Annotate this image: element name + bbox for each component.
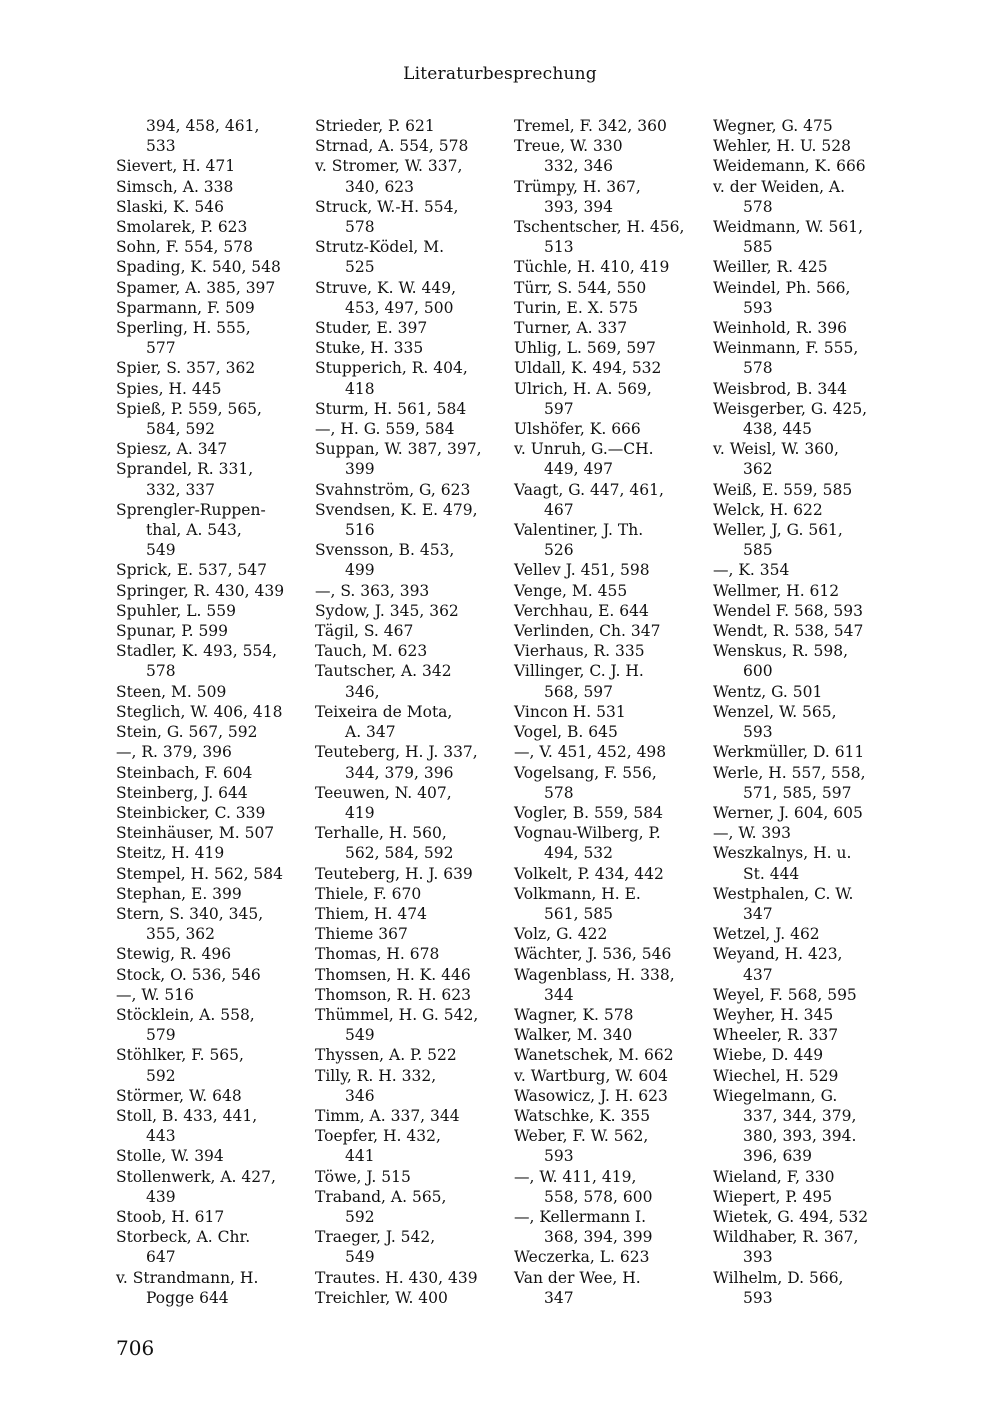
index-entry: 499 bbox=[345, 561, 375, 580]
index-entry: Weyel, F. 568, 595 bbox=[713, 985, 857, 1004]
index-entry: Walker, M. 340 bbox=[514, 1026, 633, 1045]
index-entry: 419 bbox=[345, 803, 375, 822]
index-entry: Turner, A. 337 bbox=[514, 319, 628, 338]
index-entry: Wasowicz, J. H. 623 bbox=[514, 1086, 668, 1105]
index-entry: Weidemann, K. 666 bbox=[713, 157, 866, 176]
index-entry: Traband, A. 565, bbox=[315, 1187, 447, 1206]
index-entry: —, Kellermann I. bbox=[514, 1207, 647, 1226]
index-entry: 380, 393, 394. bbox=[743, 1127, 857, 1146]
index-entry: Weisbrod, B. 344 bbox=[713, 379, 848, 398]
index-entry: Wietek, G. 494, 532 bbox=[713, 1207, 869, 1226]
index-entry: 449, 497 bbox=[544, 460, 614, 479]
index-entry: Wilhelm, D. 566, bbox=[713, 1268, 844, 1287]
index-entry: Türr, S. 544, 550 bbox=[514, 278, 647, 297]
index-entry: 578 bbox=[544, 783, 574, 802]
index-entry: Traeger, J. 542, bbox=[315, 1228, 436, 1247]
index-entry: 592 bbox=[345, 1207, 375, 1226]
index-entry: 362 bbox=[743, 460, 773, 479]
index-entry: 562, 584, 592 bbox=[345, 844, 454, 863]
index-entry: Studer, E. 397 bbox=[315, 319, 428, 338]
index-entry: Westphalen, C. W. bbox=[713, 884, 854, 903]
index-entry: Weidmann, W. 561, bbox=[713, 218, 864, 237]
index-entry: Sparmann, F. 509 bbox=[116, 298, 255, 317]
index-entry: 393, 394 bbox=[544, 197, 614, 216]
index-entry: Spier, S. 357, 362 bbox=[116, 359, 256, 378]
index-entry: —, W. 393 bbox=[713, 824, 792, 843]
index-entry: Strnad, A. 554, 578 bbox=[315, 137, 469, 156]
index-entry: Struck, W.-H. 554, bbox=[315, 197, 459, 216]
index-entry: 340, 623 bbox=[345, 177, 415, 196]
index-entry: Slaski, K. 546 bbox=[116, 197, 224, 216]
index-entry: Steglich, W. 406, 418 bbox=[116, 702, 283, 721]
index-entry: —, K. 354 bbox=[713, 561, 790, 580]
index-entry: Stollenwerk, A. 427, bbox=[116, 1167, 276, 1186]
index-entry: 347 bbox=[743, 904, 773, 923]
index-entry: Spieß, P. 559, 565, bbox=[116, 399, 262, 418]
index-entry: Treue, W. 330 bbox=[514, 137, 623, 156]
index-entry: 513 bbox=[544, 238, 574, 257]
index-entry: Villinger, C. J. H. bbox=[514, 662, 644, 681]
index-entry: Strieder, P. 621 bbox=[315, 117, 435, 135]
index-entry: 393 bbox=[743, 1248, 773, 1267]
index-entry: v. Wartburg, W. 604 bbox=[514, 1066, 668, 1085]
index-entry: Steinbach, F. 604 bbox=[116, 763, 253, 782]
index-entry: Toepfer, H. 432, bbox=[315, 1127, 441, 1146]
index-entry: Weiß, E. 559, 585 bbox=[713, 480, 853, 499]
index-entry: Volkmann, H. E. bbox=[514, 884, 641, 903]
index-entry: 525 bbox=[345, 258, 375, 277]
index-entry: Thomsen, H. K. 446 bbox=[315, 965, 471, 984]
index-entry: Wehler, H. U. 528 bbox=[713, 137, 851, 156]
index-entry: Teuteberg, H. J. 639 bbox=[315, 864, 473, 883]
index-entry: Weisgerber, G. 425, bbox=[713, 399, 868, 418]
index-entry: Watschke, K. 355 bbox=[514, 1106, 651, 1125]
index-entry: Stein, G. 567, 592 bbox=[116, 723, 258, 742]
index-entry: Van der Wee, H. bbox=[514, 1268, 641, 1287]
index-entry: v. Weisl, W. 360, bbox=[713, 440, 839, 459]
index-entry: Valentiner, J. Th. bbox=[514, 521, 644, 540]
index-entry: Struve, K. W. 449, bbox=[315, 278, 457, 297]
index-entry: Terhalle, H. 560, bbox=[315, 824, 447, 843]
index-entry: Steinberg, J. 644 bbox=[116, 783, 248, 802]
index-entry: 600 bbox=[743, 662, 773, 681]
index-entry: 394, 458, 461, bbox=[146, 117, 260, 135]
index-entry: Springer, R. 430, 439 bbox=[116, 581, 285, 600]
index-entry: —, R. 379, 396 bbox=[116, 743, 232, 762]
index-entry: Wiegelmann, G. bbox=[713, 1086, 838, 1105]
index-entry: Weyher, H. 345 bbox=[713, 1005, 834, 1024]
index-column-2 bbox=[315, 116, 493, 1308]
index-entry: Weber, F. W. 562, bbox=[514, 1127, 649, 1146]
index-entry: 585 bbox=[743, 541, 773, 560]
index-entry: Stephan, E. 399 bbox=[116, 884, 242, 903]
index-entry: Spuhler, L. 559 bbox=[116, 601, 236, 620]
index-entry: Wenskus, R. 598, bbox=[713, 642, 848, 661]
index-entry: —, W. 411, 419, bbox=[514, 1167, 637, 1186]
index-entry: 438, 445 bbox=[743, 420, 813, 439]
index-entry: Wheeler, R. 337 bbox=[713, 1026, 839, 1045]
index-entry: Sievert, H. 471 bbox=[116, 157, 236, 176]
index-entry: Smolarek, P. 623 bbox=[116, 218, 248, 237]
index-entry: Stadler, K. 493, 554, bbox=[116, 642, 278, 661]
index-entry: Weyand, H. 423, bbox=[713, 945, 843, 964]
index-entry: 344, 379, 396 bbox=[345, 763, 454, 782]
index-entry: Sturm, H. 561, 584 bbox=[315, 399, 467, 418]
index-entry: Thieme 367 bbox=[315, 925, 408, 944]
index-entry: 516 bbox=[345, 521, 375, 540]
index-entry: Vogler, B. 559, 584 bbox=[514, 803, 663, 822]
index-entry: 584, 592 bbox=[146, 420, 216, 439]
index-entry: Wiechel, H. 529 bbox=[713, 1066, 839, 1085]
index-entry: Steinbicker, C. 339 bbox=[116, 803, 266, 822]
index-entry: Tschentscher, H. 456, bbox=[514, 218, 685, 237]
index-entry: Sprick, E. 537, 547 bbox=[116, 561, 268, 580]
index-entry: Steen, M. 509 bbox=[116, 682, 227, 701]
index-entry: Vierhaus, R. 335 bbox=[514, 642, 645, 661]
index-entry: Thiele, F. 670 bbox=[315, 884, 422, 903]
index-entry: Tägil, S. 467 bbox=[315, 622, 414, 641]
index-entry: 346 bbox=[345, 1086, 375, 1105]
index-entry: Teeuwen, N. 407, bbox=[315, 783, 452, 802]
index-entry: 344 bbox=[544, 985, 574, 1004]
index-entry: Suppan, W. 387, 397, bbox=[315, 440, 482, 459]
index-entry: Svendsen, K. E. 479, bbox=[315, 500, 478, 519]
index-entry: Spunar, P. 599 bbox=[116, 622, 229, 641]
index-entry: St. 444 bbox=[743, 864, 800, 883]
index-entry: Werkmüller, D. 611 bbox=[713, 743, 865, 762]
index-entry: Störmer, W. 648 bbox=[116, 1086, 242, 1105]
index-entry: Stupperich, R. 404, bbox=[315, 359, 468, 378]
index-entry: Wieland, F, 330 bbox=[713, 1167, 835, 1186]
index-entry: Weinhold, R. 396 bbox=[713, 319, 847, 338]
index-entry: 399 bbox=[345, 460, 375, 479]
index-entry: Volz, G. 422 bbox=[514, 925, 608, 944]
index-entry: Wenzel, W. 565, bbox=[713, 702, 837, 721]
index-entry: Svensson, B. 453, bbox=[315, 541, 455, 560]
index-entry: Sohn, F. 554, 578 bbox=[116, 238, 253, 257]
index-entry: 593 bbox=[743, 1288, 773, 1307]
index-entry: Wellmer, H. 612 bbox=[713, 581, 840, 600]
index-entry: Timm, A. 337, 344 bbox=[315, 1106, 460, 1125]
index-entry: 396, 639 bbox=[743, 1147, 813, 1166]
index-entry: 494, 532 bbox=[544, 844, 614, 863]
index-entry: 549 bbox=[345, 1248, 375, 1267]
index-entry: Vogel, B. 645 bbox=[514, 723, 618, 742]
index-entry: Uldall, K. 494, 532 bbox=[514, 359, 662, 378]
index-entry: 579 bbox=[146, 1026, 176, 1045]
index-entry: —, V. 451, 452, 498 bbox=[514, 743, 667, 762]
index-entry: Verchhau, E. 644 bbox=[514, 601, 649, 620]
index-entry: Treichler, W. 400 bbox=[315, 1288, 448, 1307]
index-entry: Welck, H. 622 bbox=[713, 500, 823, 519]
index-entry: Stöcklein, A. 558, bbox=[116, 1005, 255, 1024]
index-column-4 bbox=[713, 116, 891, 1308]
index-entry: v. Stromer, W. 337, bbox=[315, 157, 463, 176]
index-entry: Tüchle, H. 410, 419 bbox=[514, 258, 670, 277]
index-entry: 578 bbox=[743, 359, 773, 378]
index-entry: Vogelsang, F. 556, bbox=[514, 763, 657, 782]
index-entry: 549 bbox=[146, 541, 176, 560]
index-entry: 597 bbox=[544, 399, 574, 418]
index-entry: 568, 597 bbox=[544, 682, 614, 701]
index-entry: Tautscher, A. 342 bbox=[315, 662, 452, 681]
index-entry: Thomson, R. H. 623 bbox=[315, 985, 471, 1004]
index-entry: 647 bbox=[146, 1248, 176, 1267]
index-entry: Wetzel, J. 462 bbox=[713, 925, 820, 944]
index-entry: Thomas, H. 678 bbox=[315, 945, 440, 964]
index-entry: Stoob, H. 617 bbox=[116, 1207, 225, 1226]
index-entry: 558, 578, 600 bbox=[544, 1187, 653, 1206]
index-entry: Tremel, F. 342, 360 bbox=[514, 117, 667, 135]
index-entry: Spading, K. 540, 548 bbox=[116, 258, 281, 277]
index-entry: Ulshöfer, K. 666 bbox=[514, 420, 641, 439]
index-entry: 578 bbox=[743, 197, 773, 216]
index-entry: Volkelt, P. 434, 442 bbox=[514, 864, 664, 883]
running-header: Literaturbesprechung bbox=[403, 64, 597, 84]
index-entry: Wächter, J. 536, 546 bbox=[514, 945, 672, 964]
index-entry: Stempel, H. 562, 584 bbox=[116, 864, 284, 883]
index-entry: Wagenblass, H. 338, bbox=[514, 965, 675, 984]
index-entry: Stoll, B. 433, 441, bbox=[116, 1106, 258, 1125]
index-entry: Weinmann, F. 555, bbox=[713, 339, 859, 358]
index-entry: Spamer, A. 385, 397 bbox=[116, 278, 276, 297]
index-entry: 593 bbox=[743, 723, 773, 742]
index-entry: Stock, O. 536, 546 bbox=[116, 965, 261, 984]
index-entry: Stöhlker, F. 565, bbox=[116, 1046, 244, 1065]
index-entry: 593 bbox=[544, 1147, 574, 1166]
index-entry: 577 bbox=[146, 339, 176, 358]
index-entry: 578 bbox=[345, 218, 375, 237]
index-entry: Sprandel, R. 331, bbox=[116, 460, 254, 479]
index-entry: 332, 337 bbox=[146, 480, 216, 499]
index-entry: Verlinden, Ch. 347 bbox=[514, 622, 661, 641]
index-entry: Teixeira de Mota, bbox=[315, 702, 453, 721]
index-entry: 443 bbox=[146, 1127, 176, 1146]
index-entry: Uhlig, L. 569, 597 bbox=[514, 339, 656, 358]
index-entry: —, W. 516 bbox=[116, 985, 195, 1004]
index-entry: Simsch, A. 338 bbox=[116, 177, 234, 196]
index-entry: Svahnström, G, 623 bbox=[315, 480, 471, 499]
index-entry: 355, 362 bbox=[146, 925, 216, 944]
index-entry: 337, 344, 379, bbox=[743, 1106, 857, 1125]
index-entry: 549 bbox=[345, 1026, 375, 1045]
index-entry: Vellev J. 451, 598 bbox=[514, 561, 650, 580]
index-entry: Weiller, R. 425 bbox=[713, 258, 828, 277]
index-entry: 332, 346 bbox=[544, 157, 614, 176]
index-entry: Stewig, R. 496 bbox=[116, 945, 232, 964]
index-entry: 418 bbox=[345, 379, 375, 398]
index-entry: Strutz-Ködel, M. bbox=[315, 238, 445, 257]
index-entry: 346, bbox=[345, 682, 380, 701]
index-entry: 441 bbox=[345, 1147, 375, 1166]
index-entry: Tilly, R. H. 332, bbox=[315, 1066, 437, 1085]
index-entry: Weindel, Ph. 566, bbox=[713, 278, 851, 297]
index-entry: Trümpy, H. 367, bbox=[514, 177, 641, 196]
index-entry: Ulrich, H. A. 569, bbox=[514, 379, 652, 398]
index-entry: Töwe, J. 515 bbox=[315, 1167, 411, 1186]
index-entry: 592 bbox=[146, 1066, 176, 1085]
index-entry: Vognau-Wilberg, P. bbox=[514, 824, 661, 843]
index-entry: 585 bbox=[743, 238, 773, 257]
index-entry: Werle, H. 557, 558, bbox=[713, 763, 866, 782]
index-entry: thal, A. 543, bbox=[146, 521, 242, 540]
index-entry: 437 bbox=[743, 965, 773, 984]
index-entry: Wentz, G. 501 bbox=[713, 682, 823, 701]
index-entry: —, S. 363, 393 bbox=[315, 581, 430, 600]
index-entry: Pogge 644 bbox=[146, 1288, 229, 1307]
index-entry: Steinhäuser, M. 507 bbox=[116, 824, 275, 843]
index-entry: 368, 394, 399 bbox=[544, 1228, 653, 1247]
index-entry: 526 bbox=[544, 541, 574, 560]
index-entry: Venge, M. 455 bbox=[514, 581, 628, 600]
index-entry: 561, 585 bbox=[544, 904, 614, 923]
index-entry: Thyssen, A. P. 522 bbox=[315, 1046, 457, 1065]
index-entry: 439 bbox=[146, 1187, 176, 1206]
index-entry: Stolle, W. 394 bbox=[116, 1147, 224, 1166]
index-entry: 593 bbox=[743, 298, 773, 317]
index-entry: Weszkalnys, H. u. bbox=[713, 844, 852, 863]
index-entry: Wendel F. 568, 593 bbox=[713, 601, 864, 620]
index-entry: 571, 585, 597 bbox=[743, 783, 852, 802]
index-entry: Stern, S. 340, 345, bbox=[116, 904, 264, 923]
index-entry: Wegner, G. 475 bbox=[713, 117, 833, 135]
index-entry: Wendt, R. 538, 547 bbox=[713, 622, 864, 641]
index-entry: Vaagt, G. 447, 461, bbox=[514, 480, 664, 499]
index-column-1 bbox=[116, 116, 294, 1308]
page-number: 706 bbox=[116, 1336, 155, 1360]
index-entry: Sperling, H. 555, bbox=[116, 319, 251, 338]
index-entry: Steitz, H. 419 bbox=[116, 844, 225, 863]
index-entry: Weczerka, L. 623 bbox=[514, 1248, 650, 1267]
index-column-3 bbox=[514, 116, 692, 1308]
index-entry: Wagner, K. 578 bbox=[514, 1005, 634, 1024]
index-entry: 347 bbox=[544, 1288, 574, 1307]
index-entry: A. 347 bbox=[345, 723, 396, 742]
index-entry: Stuke, H. 335 bbox=[315, 339, 424, 358]
index-entry: Wanetschek, M. 662 bbox=[514, 1046, 674, 1065]
index-entry: Wiepert, P. 495 bbox=[713, 1187, 833, 1206]
index-entry: v. der Weiden, A. bbox=[713, 177, 846, 196]
index-entry: Teuteberg, H. J. 337, bbox=[315, 743, 478, 762]
index-entry: v. Strandmann, H. bbox=[116, 1268, 259, 1287]
index-entry: Vincon H. 531 bbox=[514, 702, 626, 721]
index-entry: Thiem, H. 474 bbox=[315, 904, 427, 923]
index-entry: Wiebe, D. 449 bbox=[713, 1046, 824, 1065]
index-entry: 533 bbox=[146, 137, 176, 156]
index-entry: 578 bbox=[146, 662, 176, 681]
index-entry: Tauch, M. 623 bbox=[315, 642, 428, 661]
index-entry: v. Unruh, G.—CH. bbox=[514, 440, 654, 459]
index-entry: Spiesz, A. 347 bbox=[116, 440, 228, 459]
index-entry: —, H. G. 559, 584 bbox=[315, 420, 455, 439]
index-entry: Sprengler-Ruppen- bbox=[116, 500, 266, 519]
index-entry: Werner, J. 604, 605 bbox=[713, 803, 863, 822]
index-entry: Wildhaber, R. 367, bbox=[713, 1228, 859, 1247]
index-entry: Turin, E. X. 575 bbox=[514, 298, 639, 317]
index-entry: Sydow, J. 345, 362 bbox=[315, 601, 459, 620]
index-entry: Storbeck, A. Chr. bbox=[116, 1228, 251, 1247]
index-entry: Spies, H. 445 bbox=[116, 379, 222, 398]
index-entry: Thümmel, H. G. 542, bbox=[315, 1005, 479, 1024]
index-entry: 453, 497, 500 bbox=[345, 298, 454, 317]
index-entry: Trautes. H. 430, 439 bbox=[315, 1268, 478, 1287]
index-entry: 467 bbox=[544, 500, 574, 519]
index-entry: Weller, J, G. 561, bbox=[713, 521, 843, 540]
